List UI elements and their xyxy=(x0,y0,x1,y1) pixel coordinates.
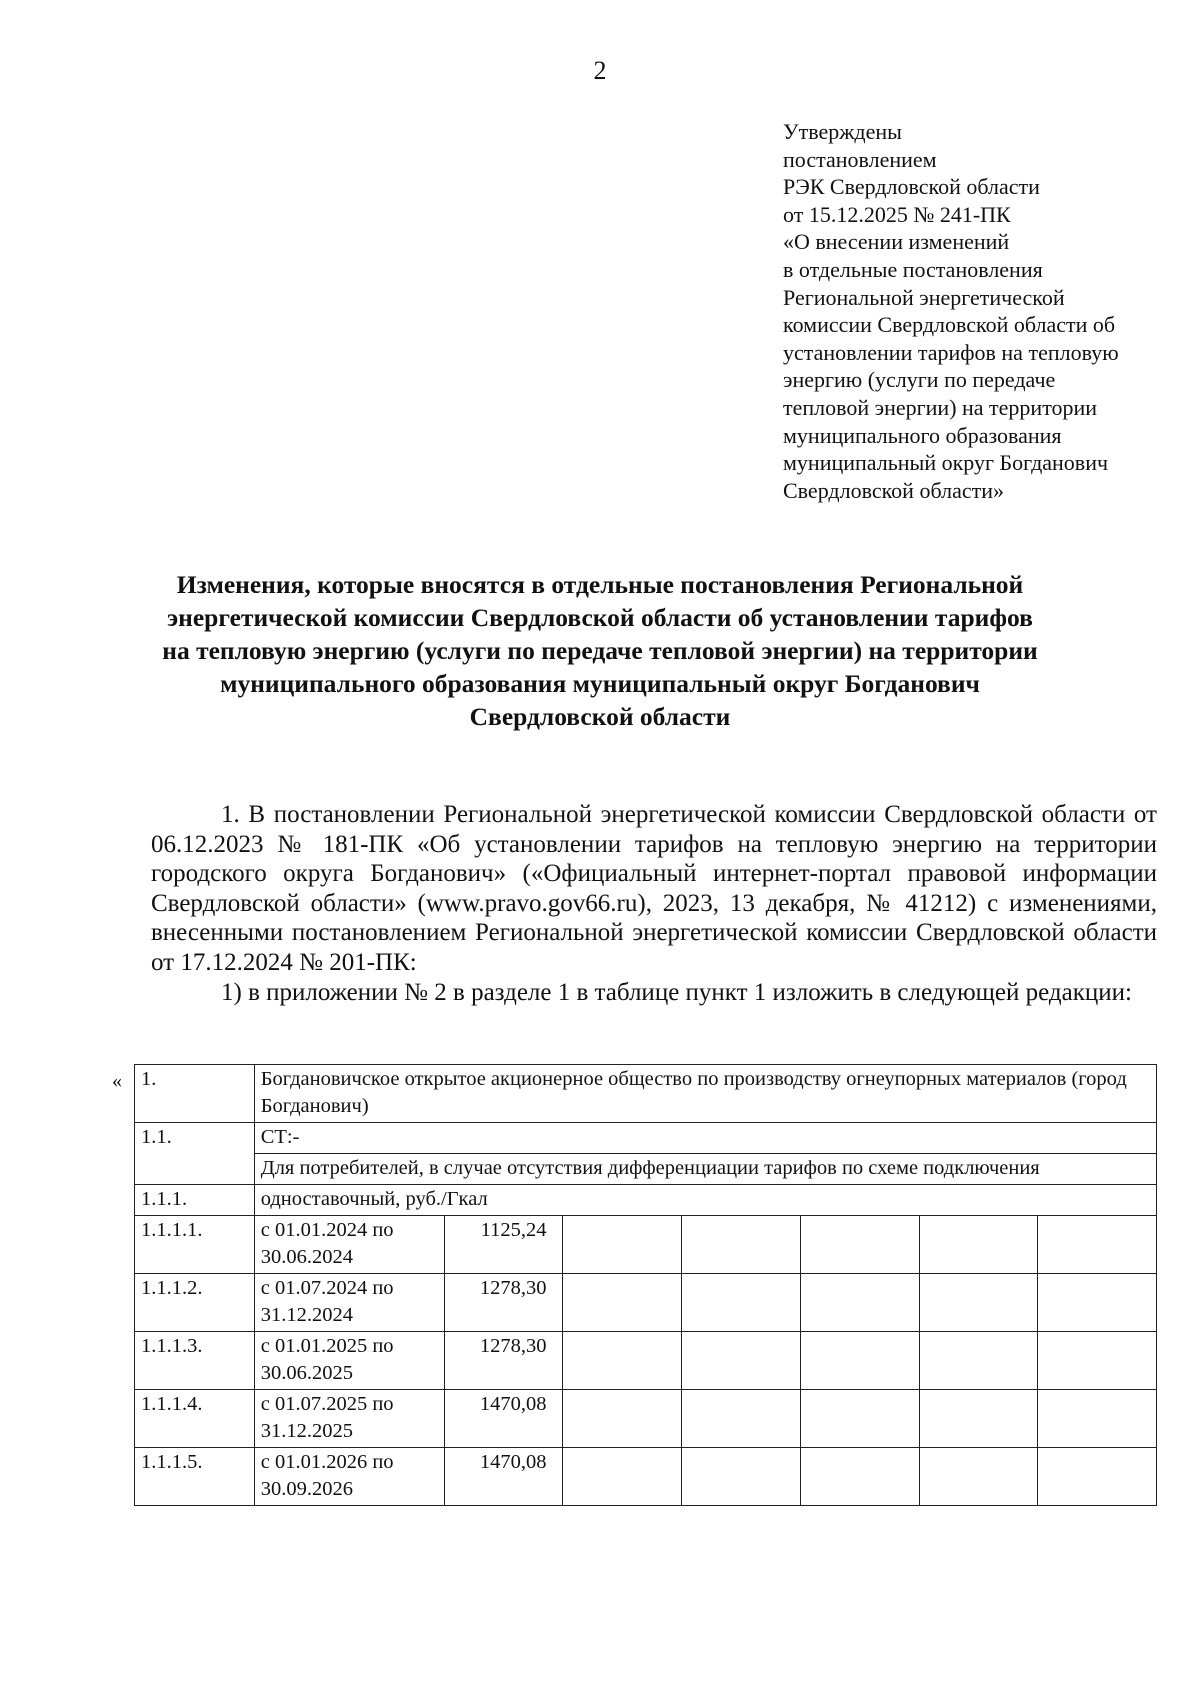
title-line: муниципального образования муниципальный округ Богданович xyxy=(220,669,980,698)
tariff-value-cell: 1125,24 xyxy=(444,1216,563,1274)
empty-cell xyxy=(800,1216,919,1274)
approval-line: муниципального образования xyxy=(783,422,1062,448)
empty-cell xyxy=(682,1332,801,1390)
tariff-value-cell: 1278,30 xyxy=(444,1332,563,1390)
empty-cell xyxy=(919,1216,1038,1274)
period-cell: с 01.07.2024 по 31.12.2024 xyxy=(254,1274,444,1332)
period-cell: с 01.07.2025 по 31.12.2025 xyxy=(254,1390,444,1448)
approval-line: тепловой энергии) на территории xyxy=(783,394,1098,420)
tariff-value-cell: 1470,08 xyxy=(444,1390,563,1448)
empty-cell xyxy=(919,1274,1038,1332)
approval-line: комиссии Свердловской области об xyxy=(783,312,1116,338)
document-body xyxy=(151,800,1157,1007)
approval-line: Региональной энергетической xyxy=(783,284,1065,310)
row-number-cell: 1.1.1.3. xyxy=(135,1332,255,1390)
tariff-value-cell: 1470,08 xyxy=(444,1448,563,1506)
empty-cell xyxy=(563,1274,682,1332)
table-row xyxy=(135,1123,1157,1154)
empty-cell xyxy=(682,1448,801,1506)
period-cell: с 01.01.2025 по 30.06.2025 xyxy=(254,1332,444,1390)
empty-cell xyxy=(919,1332,1038,1390)
approval-line: муниципальный округ Богданович xyxy=(783,450,1109,476)
row-number-cell: 1.1.1.1. xyxy=(135,1216,255,1274)
empty-cell xyxy=(919,1390,1038,1448)
rate-number-cell: 1.1.1. xyxy=(135,1185,255,1216)
title-line: энергетической комиссии Свердловской области об установлении тарифов xyxy=(167,603,1033,632)
table-row xyxy=(135,1274,1157,1332)
row-number-cell: 1.1.1.5. xyxy=(135,1448,255,1506)
document-title xyxy=(130,568,1070,733)
period-cell: с 01.01.2026 по 30.09.2026 xyxy=(254,1448,444,1506)
tariff-value-cell: 1278,30 xyxy=(444,1274,563,1332)
title-line: Изменения, которые вносятся в отдельные постановления Региональной xyxy=(176,570,1024,599)
empty-cell xyxy=(800,1448,919,1506)
title-line: на тепловую энергию (услуги по передаче тепловой энергии) на территории xyxy=(162,636,1038,665)
system-type-cell: СТ:- xyxy=(254,1123,1156,1154)
empty-cell xyxy=(1038,1448,1157,1506)
opening-quote-mark: « xyxy=(112,1070,122,1092)
tariff-table xyxy=(134,1064,1157,1506)
table-row xyxy=(135,1448,1157,1506)
approval-line: постановлением xyxy=(783,146,937,172)
empty-cell xyxy=(563,1390,682,1448)
approval-line: установлении тарифов на тепловую xyxy=(783,339,1119,365)
empty-cell xyxy=(682,1216,801,1274)
empty-cell xyxy=(563,1332,682,1390)
empty-cell xyxy=(800,1390,919,1448)
table-row xyxy=(135,1390,1157,1448)
empty-cell xyxy=(919,1448,1038,1506)
empty-cell xyxy=(563,1216,682,1274)
row-number-cell: 1.1.1.2. xyxy=(135,1274,255,1332)
approval-line: энергию (услуги по передаче xyxy=(783,367,1056,393)
title-line: Свердловской области xyxy=(469,702,731,731)
empty-cell xyxy=(682,1390,801,1448)
row-number-cell: 1.1.1.4. xyxy=(135,1390,255,1448)
approval-line: Свердловской области» xyxy=(783,477,1004,503)
rate-type-cell: одноставочный, руб./Гкал xyxy=(254,1185,1156,1216)
empty-cell xyxy=(1038,1390,1157,1448)
approval-line: Утверждены xyxy=(783,119,902,144)
approval-line: от 15.12.2025 № 241-ПК xyxy=(783,201,1011,227)
consumer-note-cell: Для потребителей, в случае отсутствия дифференциации тарифов по схеме подключения xyxy=(254,1154,1156,1185)
empty-cell xyxy=(1038,1332,1157,1390)
approval-line: «О внесении изменений xyxy=(783,229,1010,255)
approval-line: в отдельные постановления xyxy=(783,256,1043,282)
table-row xyxy=(135,1332,1157,1390)
approval-line: РЭК Свердловской области xyxy=(783,174,1040,200)
body-paragraph-1: 1. В постановлении Региональной энергетической комиссии Свердловской области от 06.12.2023 № 181-ПК «Об установлении тарифов на тепловую энергию на территории городского округа Богданович» («Официальный интернет-портал правовой информации Свердловской области» (www.pravo.gov66.ru), 2023, 13 декабря, № 41212) с изменениями, внесенными постановлением Региональной энергетической комиссии Свердловской области от 17.12.2024 № 201-ПК: xyxy=(151,801,1157,976)
empty-cell xyxy=(800,1274,919,1332)
approval-block xyxy=(783,118,1173,504)
body-paragraph-2: 1) в приложении № 2 в разделе 1 в таблице пункт 1 изложить в следующей редакции: xyxy=(221,978,1132,1006)
empty-cell xyxy=(800,1332,919,1390)
empty-cell xyxy=(563,1448,682,1506)
table-row xyxy=(135,1065,1157,1123)
empty-cell xyxy=(1038,1216,1157,1274)
org-number-cell: 1. xyxy=(135,1065,255,1123)
sub-number-cell: 1.1. xyxy=(135,1123,255,1185)
table-row xyxy=(135,1185,1157,1216)
period-cell: с 01.01.2024 по 30.06.2024 xyxy=(254,1216,444,1274)
page-number: 2 xyxy=(593,56,607,85)
table-row xyxy=(135,1154,1157,1185)
table-row xyxy=(135,1216,1157,1274)
empty-cell xyxy=(682,1274,801,1332)
org-name-cell: Богдановичское открытое акционерное общество по производству огнеупорных материалов (город Богданович) xyxy=(254,1065,1156,1123)
empty-cell xyxy=(1038,1274,1157,1332)
